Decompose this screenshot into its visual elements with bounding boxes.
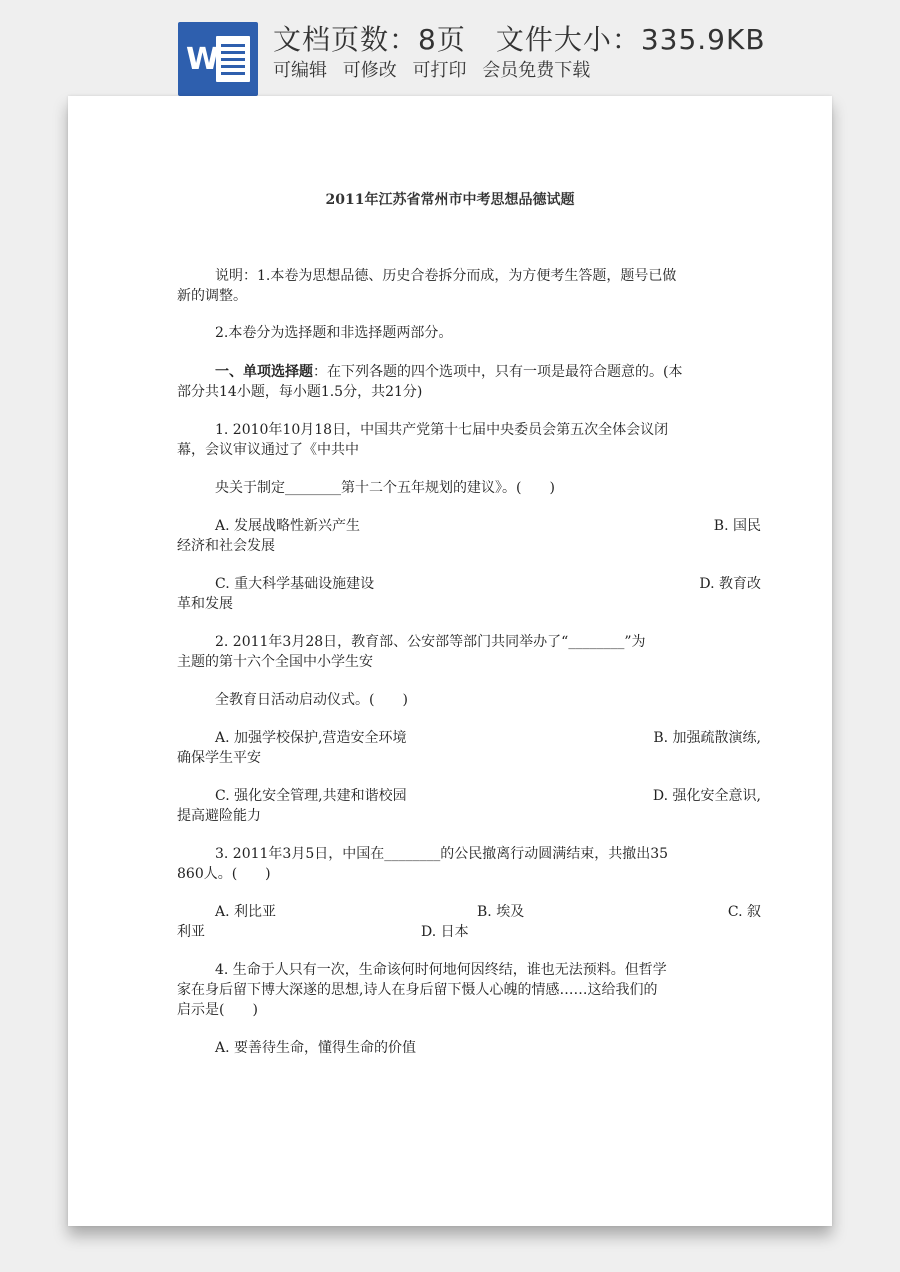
section-heading-label: 一、单项选择题	[215, 364, 313, 380]
section-heading-line-1	[177, 362, 761, 382]
q3-option-d: D. 日本	[421, 924, 469, 940]
q1-stem-line-1: 1. 2010年10月18日，中国共产党第十七届中央委员会第五次全体会议闭	[215, 422, 669, 438]
feature-modifiable: 可修改	[342, 60, 397, 81]
intro-line-1: 说明：1.本卷为思想品德、历史合卷拆分而成，为方便考生答题，题号已做	[215, 268, 677, 284]
section-heading-line-2: 部分共14小题，每小题1.5分，共21分)	[177, 384, 423, 400]
intro-2: 2.本卷分为选择题和非选择题两部分。	[215, 325, 453, 341]
q2-option-b-tail: 确保学生平安	[177, 750, 261, 766]
q2-option-d-head: D. 强化安全意识,	[652, 788, 761, 804]
file-size: 文件大小：335.9KB	[495, 23, 766, 56]
q1-option-a: A. 发展战略性新兴产生	[215, 518, 361, 534]
section-heading-text: ：在下列各题的四个选项中，只有一项是最符合题意的。(本	[313, 364, 683, 380]
download-banner	[0, 0, 900, 96]
feature-member-download: 会员免费下载	[482, 60, 591, 81]
q3-option-a: A. 利比亚	[215, 904, 277, 920]
intro-line-2: 新的调整。	[177, 288, 247, 304]
feature-printable: 可打印	[412, 60, 467, 81]
q2-stem-line-3: 全教育日活动启动仪式。( )	[215, 692, 408, 708]
q1-options-row-2	[177, 574, 761, 594]
feature-editable: 可编辑	[273, 60, 327, 81]
q3-option-b: B. 埃及	[477, 904, 525, 920]
document-title: 2011年江苏省常州市中考思想品德试题	[325, 192, 575, 208]
q3-stem-line-2: 860人。( )	[177, 866, 271, 882]
q4-option-a: A. 要善待生命，懂得生命的价值	[215, 1040, 417, 1056]
q2-stem-line-1: 2. 2011年3月28日，教育部、公安部等部门共同举办了“________”为	[215, 634, 646, 650]
word-document-icon: W	[178, 22, 258, 96]
file-info	[273, 18, 766, 58]
q4-stem-line-3: 启示是( )	[177, 1002, 258, 1018]
q3-options-row-2	[177, 922, 723, 942]
q4-stem-line-1: 4. 生命于人只有一次，生命该何时何地何因终结，谁也无法预料。但哲学	[215, 962, 667, 978]
q1-option-b-tail: 经济和社会发展	[177, 538, 275, 554]
q3-option-c-tail: 利亚	[177, 924, 205, 940]
q1-stem-line-2: 幕，会议审议通过了《中共中	[177, 442, 359, 458]
q1-options-row-1	[177, 516, 761, 536]
q1-option-c: C. 重大科学基础设施建设	[215, 576, 375, 592]
q4-stem-line-2: 家在身后留下博大深遂的思想,诗人在身后留下慑人心魄的情感……这给我们的	[177, 982, 658, 998]
q3-option-c-head: C. 叙	[727, 904, 761, 920]
q1-option-b-head: B. 国民	[713, 518, 761, 534]
q2-option-c: C. 强化安全管理,共建和谐校园	[215, 788, 407, 804]
q1-option-d-head: D. 教育改	[699, 576, 761, 592]
q1-stem-line-3: 央关于制定________第十二个五年规划的建议》。( )	[215, 480, 555, 496]
page-count: 文档页数：8页	[273, 23, 466, 56]
q2-option-a: A. 加强学校保护,营造安全环境	[215, 730, 407, 746]
q3-options-row-1	[177, 902, 761, 922]
q2-options-row-1	[177, 728, 761, 748]
document-page	[68, 96, 832, 1226]
q1-option-d-tail: 革和发展	[177, 596, 233, 612]
q3-stem-line-1: 3. 2011年3月5日，中国在________的公民撤离行动圆满结束，共撤出35	[215, 846, 669, 862]
q2-option-b-head: B. 加强疏散演练,	[653, 730, 761, 746]
q2-option-d-tail: 提高避险能力	[177, 808, 261, 824]
feature-list	[273, 56, 600, 82]
q2-stem-line-2: 主题的第十六个全国中小学生安	[177, 654, 373, 670]
q2-options-row-2	[177, 786, 761, 806]
